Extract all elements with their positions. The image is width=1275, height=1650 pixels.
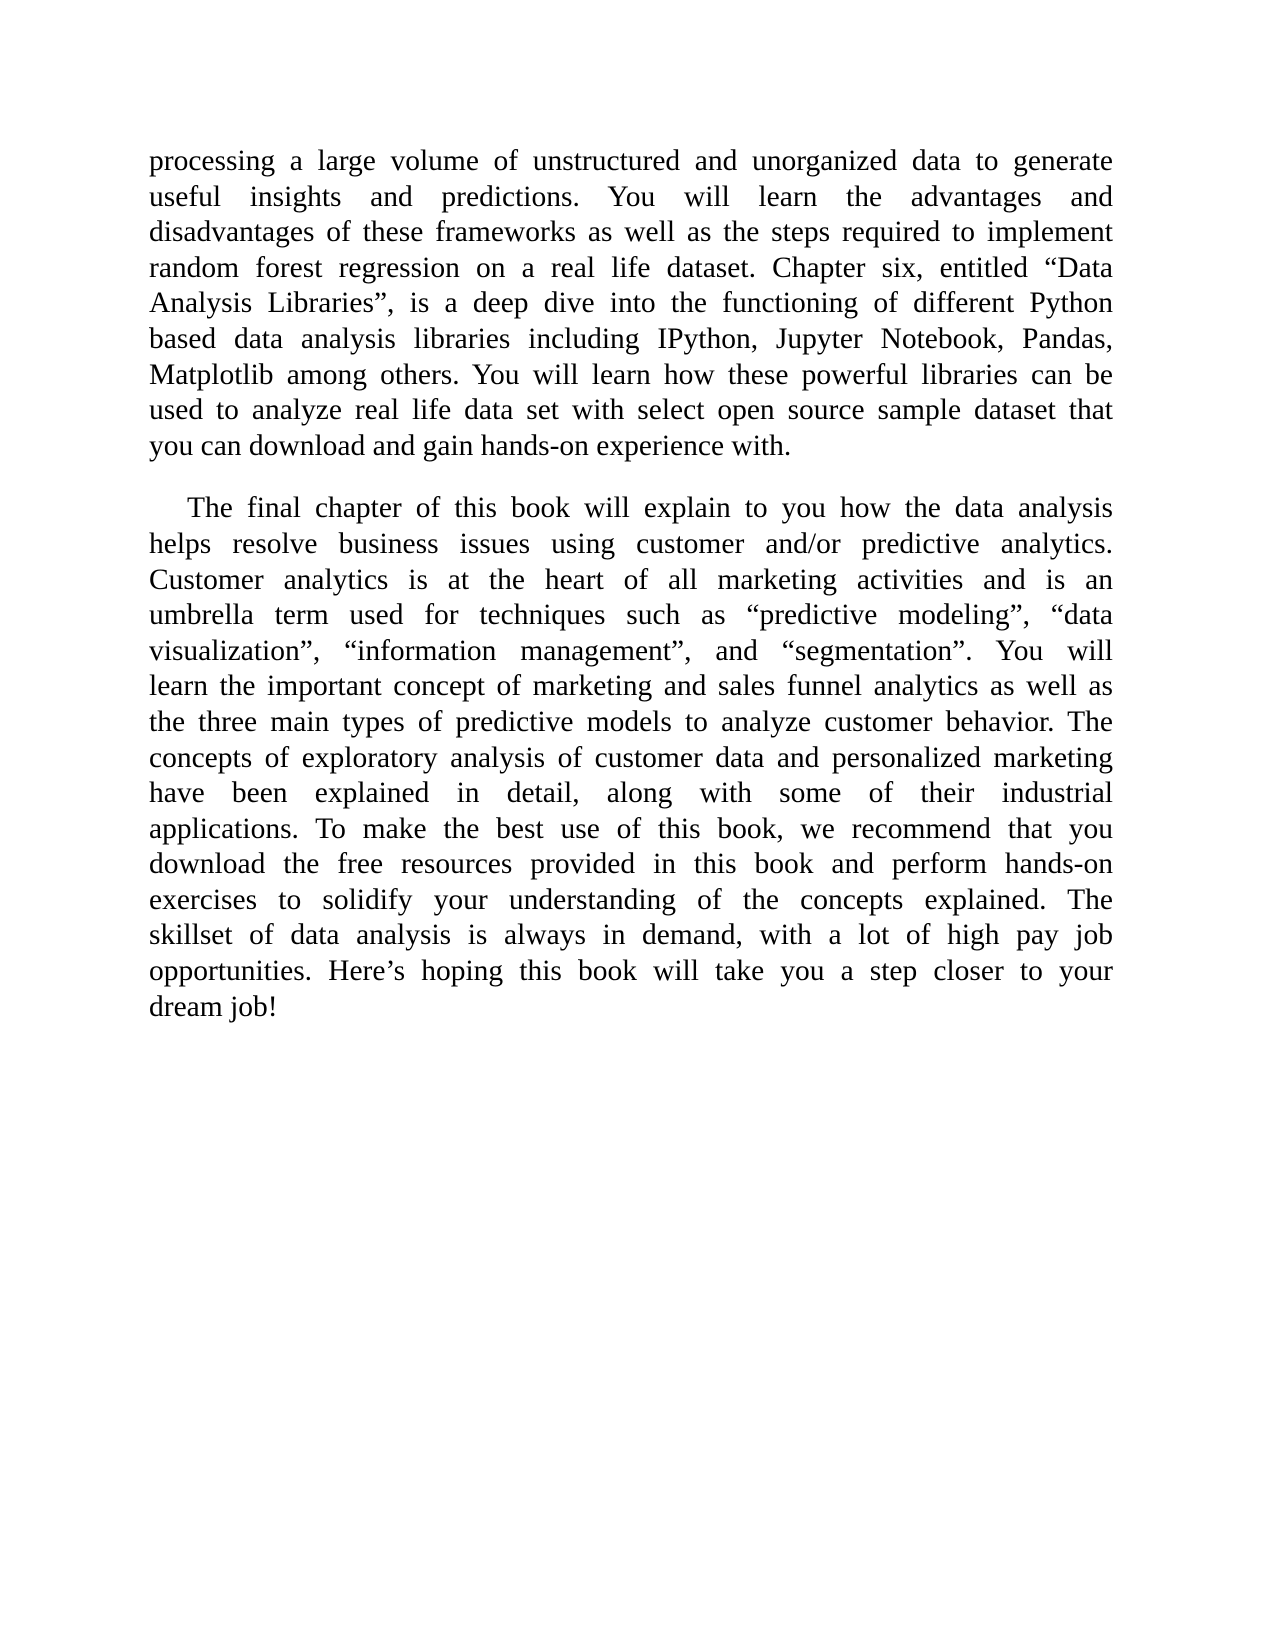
text-line: random forest regression on a real life dataset. Chapter six, entitled “Data — [149, 251, 1113, 284]
text-line: learn the important concept of marketing and sales funnel analytics as well as — [149, 670, 1113, 703]
text-line: Analysis Libraries”, is a deep dive into the functioning of different Python — [149, 287, 1113, 320]
text-line: opportunities. Here’s hoping this book will take you a step closer to your — [149, 955, 1113, 988]
text-line: processing a large volume of unstructured and unorganized data to generate — [149, 145, 1113, 177]
text-line: skillset of data analysis is always in demand, with a lot of high pay job — [149, 919, 1113, 952]
text-line: download the free resources provided in this book and perform hands-on — [149, 848, 1113, 881]
text-line: have been explained in detail, along with some of their industrial — [149, 777, 1113, 810]
body-text — [149, 144, 1113, 1025]
text-line: applications. To make the best use of this book, we recommend that you — [149, 812, 1113, 845]
text-line-content: The final chapter of this book will explain to you how the data analysis — [187, 492, 1113, 525]
text-line: useful insights and predictions. You will learn the advantages and — [149, 180, 1113, 213]
text-line: Matplotlib among others. You will learn how these powerful libraries can be — [149, 358, 1113, 391]
text-line: concepts of exploratory analysis of customer data and personalized marketing — [149, 741, 1113, 774]
text-line: Customer analytics is at the heart of all marketing activities and is an — [149, 563, 1113, 596]
paragraph-2 — [149, 491, 1113, 1025]
text-line: disadvantages of these frameworks as well as the steps required to implement — [149, 216, 1113, 249]
text-line: umbrella term used for techniques such as “predictive modeling”, “data — [149, 599, 1113, 632]
text-line: the three main types of predictive models to analyze customer behavior. The — [149, 705, 1113, 738]
text-line: you can download and gain hands-on experience with. — [149, 429, 792, 462]
text-line: dream job! — [149, 990, 278, 1023]
text-line: visualization”, “information management”, and “segmentation”. You will — [149, 634, 1113, 667]
text-line: based data analysis libraries including IPython, Jupyter Notebook, Pandas, — [149, 322, 1113, 355]
text-line: exercises to solidify your understanding of the concepts explained. The — [149, 883, 1113, 916]
text-line — [149, 491, 1113, 527]
paragraph-1 — [149, 144, 1113, 464]
text-line: used to analyze real life data set with select open source sample dataset that — [149, 394, 1113, 427]
text-line: helps resolve business issues using customer and/or predictive analytics. — [149, 527, 1113, 560]
